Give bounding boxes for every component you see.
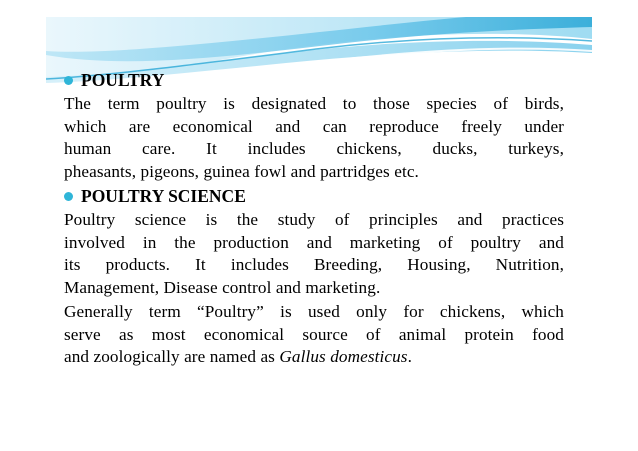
heading-text: POULTRY: [81, 70, 165, 90]
bullet-icon: [64, 76, 73, 85]
paragraph-line: its products. It includes Breeding, Housing, Nutrition,: [64, 255, 564, 274]
paragraph-line: which are economical and can reproduce freely under: [64, 116, 564, 136]
heading-poultry-science: [64, 185, 564, 207]
paragraph-line: serve as most economical source of animal protein food: [64, 324, 564, 344]
text-run: .: [407, 347, 412, 366]
heading-text: POULTRY SCIENCE: [81, 186, 246, 206]
scientific-name: Gallus domesticus: [279, 347, 408, 366]
paragraph-line: human care. It includes chickens, ducks, turkeys,: [64, 139, 564, 158]
paragraph-poultry-science-definition: [64, 209, 564, 299]
heading-poultry: [64, 69, 564, 91]
bullet-icon: [64, 192, 73, 201]
text-run: and zoologically are named as: [64, 347, 280, 366]
paragraph-poultry-definition: [64, 93, 564, 183]
paragraph-line: Management, Disease control and marketing.: [64, 277, 381, 297]
paragraph-line: The term poultry is designated to those species of birds,: [64, 94, 564, 113]
paragraph-line: Generally term “Poultry” is used only for chickens, which: [64, 302, 564, 321]
paragraph-line: Poultry science is the study of principles and practices: [64, 210, 564, 229]
paragraph-poultry-usage: [64, 301, 564, 369]
slide: [46, 17, 592, 431]
paragraph-line-last: [64, 346, 564, 369]
slide-content: [64, 69, 564, 371]
paragraph-line: involved in the production and marketing of poultry and: [64, 232, 564, 252]
paragraph-line: pheasants, pigeons, guinea fowl and partridges etc.: [64, 161, 419, 181]
